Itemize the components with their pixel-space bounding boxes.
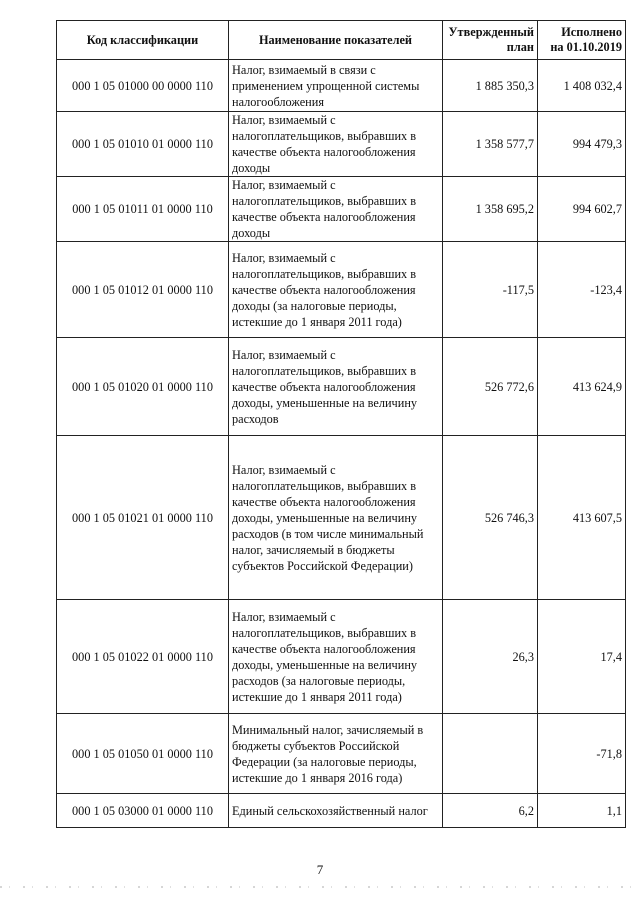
row-name: Налог, взимаемый с налогоплательщиков, выбравших в качестве объекта налогообложения доходы, уменьшенные на величину расходов (в том числе минимальный налог, зачисляемый в бюджеты субъектов Российской Федерации) <box>229 436 443 600</box>
row-done: 17,4 <box>538 600 626 714</box>
row-done: 994 479,3 <box>538 112 626 177</box>
table-row <box>57 242 626 338</box>
table-row <box>57 60 626 112</box>
row-name: Единый сельскохозяйственный налог <box>229 794 443 828</box>
page-number: 7 <box>316 862 324 877</box>
header-plan-line1: Утвержденный <box>448 25 534 39</box>
row-done: 994 602,7 <box>538 177 626 242</box>
row-plan: 526 746,3 <box>443 436 538 600</box>
scan-artifact-line <box>0 886 640 888</box>
table-row <box>57 177 626 242</box>
header-code: Код классификации <box>57 21 229 60</box>
header-done-line2: на 01.10.2019 <box>550 40 622 54</box>
table-row <box>57 338 626 436</box>
row-code: 000 1 05 01010 01 0000 110 <box>57 112 229 177</box>
table-row <box>57 794 626 828</box>
row-code: 000 1 05 01020 01 0000 110 <box>57 338 229 436</box>
header-plan-line2: план <box>506 40 534 54</box>
row-name: Налог, взимаемый с налогоплательщиков, выбравших в качестве объекта налогообложения доходы <box>229 177 443 242</box>
table-row <box>57 714 626 794</box>
row-code: 000 1 05 01021 01 0000 110 <box>57 436 229 600</box>
row-plan: 526 772,6 <box>443 338 538 436</box>
row-name: Налог, взимаемый с налогоплательщиков, выбравших в качестве объекта налогообложения доходы, уменьшенные на величину расходов <box>229 338 443 436</box>
row-name: Налог, взимаемый в связи с применением упрощенной системы налогообложения <box>229 60 443 112</box>
row-code: 000 1 05 01022 01 0000 110 <box>57 600 229 714</box>
row-done: -71,8 <box>538 714 626 794</box>
row-done: 413 607,5 <box>538 436 626 600</box>
row-plan: 1 358 577,7 <box>443 112 538 177</box>
header-name: Наименование показателей <box>229 21 443 60</box>
row-plan: 1 885 350,3 <box>443 60 538 112</box>
table-header-row <box>57 21 626 60</box>
table-row <box>57 436 626 600</box>
row-plan: 26,3 <box>443 600 538 714</box>
row-plan <box>443 714 538 794</box>
row-done: -123,4 <box>538 242 626 338</box>
row-code: 000 1 05 01011 01 0000 110 <box>57 177 229 242</box>
row-code: 000 1 05 01000 00 0000 110 <box>57 60 229 112</box>
row-code: 000 1 05 01012 01 0000 110 <box>57 242 229 338</box>
row-name: Налог, взимаемый с налогоплательщиков, выбравших в качестве объекта налогообложения доходы, уменьшенные на величину расходов (за налоговые периоды, истекшие до 1 января 2011 года) <box>229 600 443 714</box>
table-row <box>57 112 626 177</box>
row-name: Налог, взимаемый с налогоплательщиков, выбравших в качестве объекта налогообложения доходы (за налоговые периоды, истекшие до 1 января 2011 года) <box>229 242 443 338</box>
header-done <box>538 21 626 60</box>
header-done-line1: Исполнено <box>561 25 622 39</box>
row-plan: 6,2 <box>443 794 538 828</box>
row-done: 1 408 032,4 <box>538 60 626 112</box>
header-plan <box>443 21 538 60</box>
table-row <box>57 600 626 714</box>
row-code: 000 1 05 03000 01 0000 110 <box>57 794 229 828</box>
row-done: 1,1 <box>538 794 626 828</box>
row-code: 000 1 05 01050 01 0000 110 <box>57 714 229 794</box>
row-done: 413 624,9 <box>538 338 626 436</box>
row-plan: -117,5 <box>443 242 538 338</box>
row-plan: 1 358 695,2 <box>443 177 538 242</box>
budget-execution-table <box>56 20 626 828</box>
row-name: Минимальный налог, зачисляемый в бюджеты субъектов Российской Федерации (за налоговые периоды, истекшие до 1 января 2016 года) <box>229 714 443 794</box>
row-name: Налог, взимаемый с налогоплательщиков, выбравших в качестве объекта налогообложения доходы <box>229 112 443 177</box>
